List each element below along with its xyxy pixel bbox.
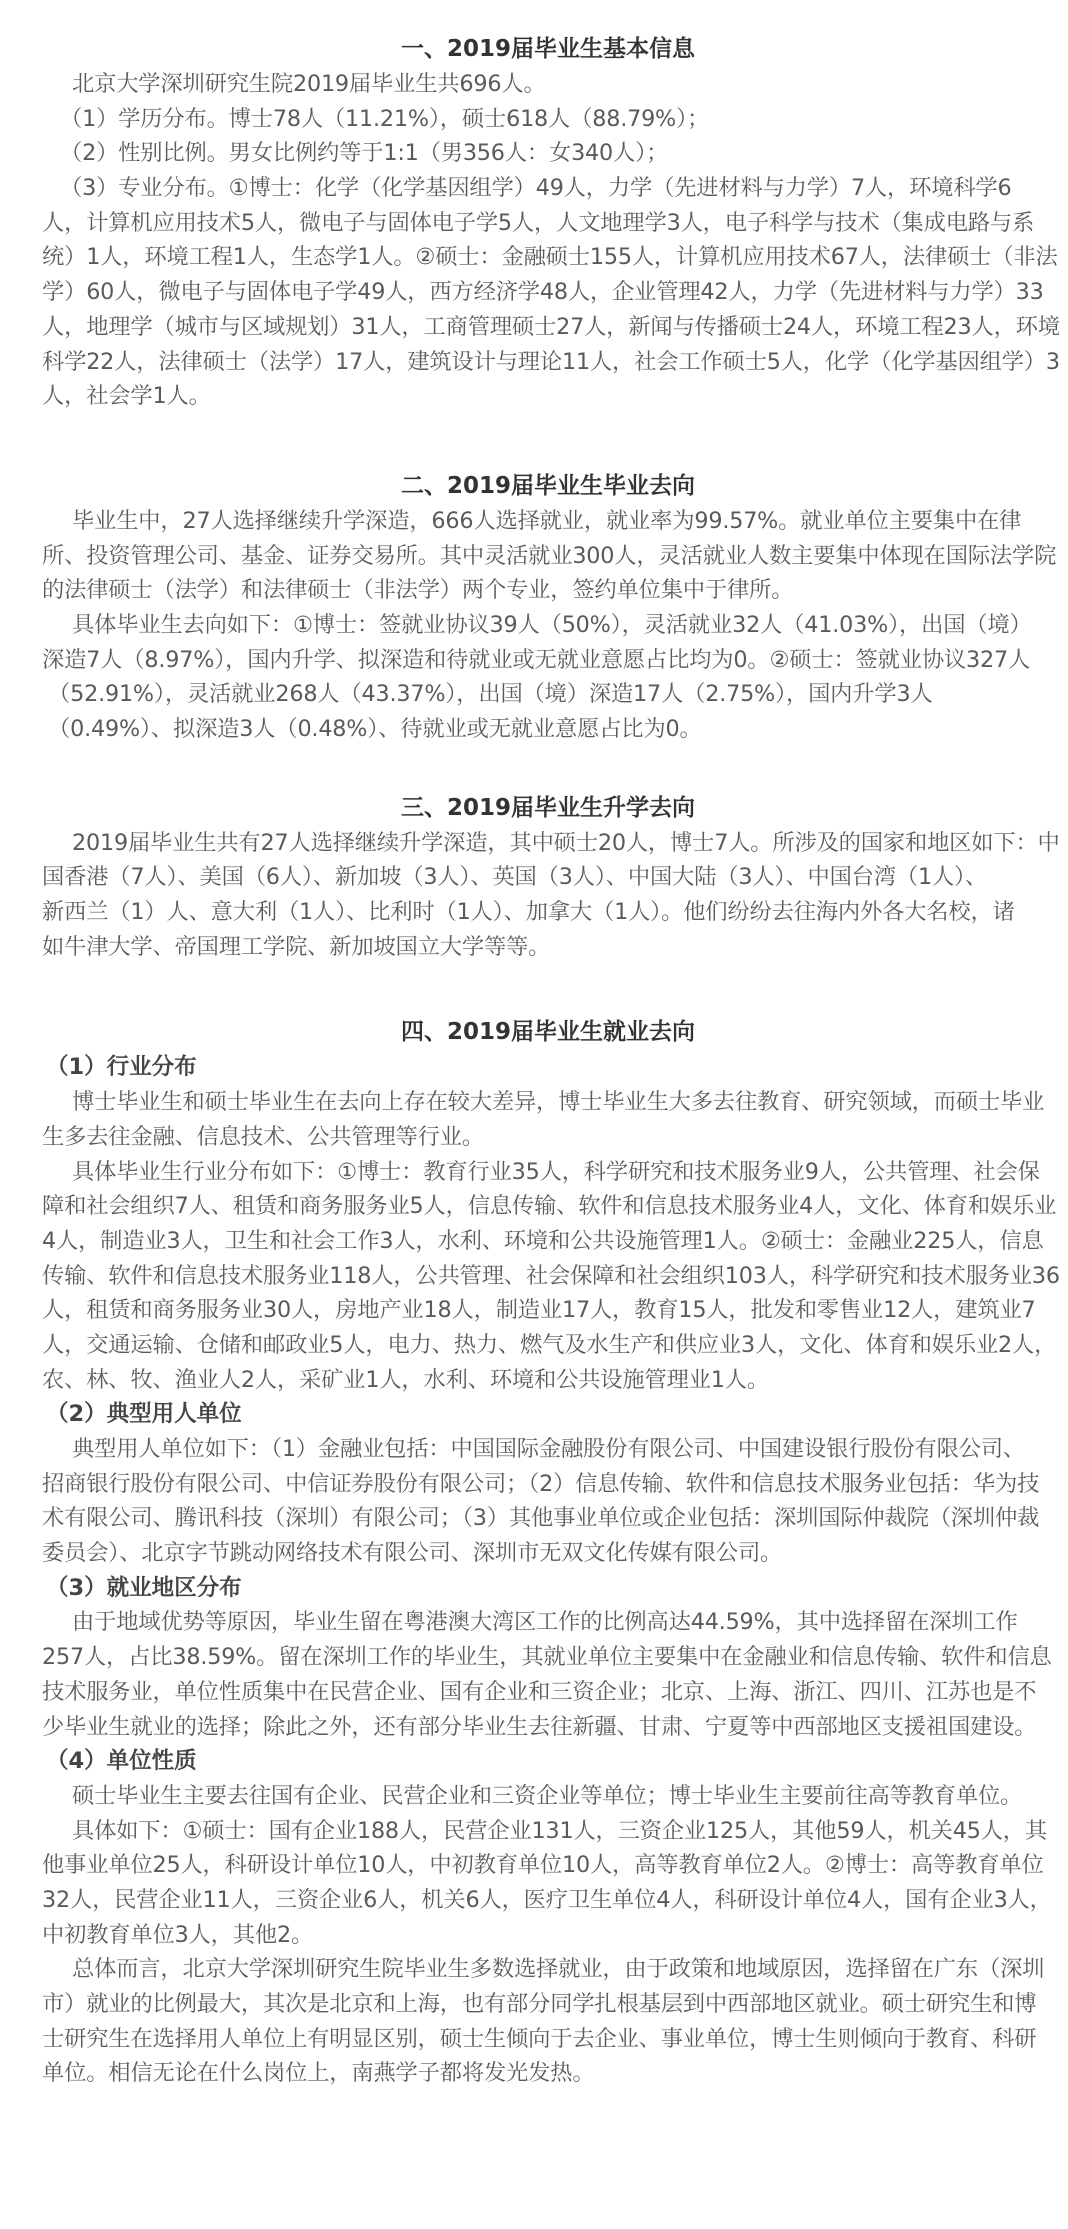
paragraph-line: （52.91%），灵活就业268人（43.37%），出国（境）深造17人（2.75%），国内升学3人	[48, 681, 933, 708]
paragraph-line: 市）就业的比例最大，其次是北京和上海，也有部分同学扎根基层到中西部地区就业。硕士研究生和博	[42, 1991, 1037, 2017]
paragraph-line: 人，社会学1人。	[42, 383, 211, 410]
paragraph-line: 士研究生在选择用人单位上有明显区别，硕士生倾向于去企业、事业单位，博士生则倾向于教育、科研	[42, 2025, 1037, 2052]
paragraph	[42, 608, 1054, 747]
paragraph-line: 招商银行股份有限公司、中信证券股份有限公司；（2）信息传输、软件和信息技术服务业包括：华为技	[42, 1470, 1040, 1497]
section	[42, 791, 1060, 965]
paragraph-line: 毕业生中，27人选择继续升学深造，666人选择就业，就业率为99.57%。就业单位主要集中在律	[72, 507, 1022, 534]
paragraph-line: 科学22人，法律硕士（法学）17人，建筑设计与理论11人，社会工作硕士5人，化学（化学基因组学）3	[42, 348, 1060, 375]
paragraph	[42, 1605, 1054, 1744]
paragraph	[42, 1952, 1054, 2091]
paragraph-line: 由于地域优势等原因，毕业生留在粤港澳大湾区工作的比例高达44.59%，其中选择留在深圳工作	[72, 1609, 1018, 1636]
section-title: 二、2019届毕业生毕业去向	[400, 472, 695, 499]
paragraph-line: 农、林、牧、渔业人2人，采矿业1人，水利、环境和公共设施管理业1人。	[42, 1366, 769, 1393]
paragraph-line: 深造7人（8.97%），国内升学、拟深造和待就业或无就业意愿占比均为0。②硕士：签就业协议327人	[42, 646, 1031, 673]
section	[42, 32, 1060, 414]
paragraph	[42, 136, 1054, 171]
section-title: 四、2019届毕业生就业去向	[400, 1019, 695, 1046]
paragraph	[42, 1779, 1054, 1814]
paragraph-line: 术有限公司、腾讯科技（深圳）有限公司；（3）其他事业单位或企业包括：深圳国际仲裁院（深圳仲裁	[42, 1505, 1040, 1532]
paragraph-line: 新西兰（1）人、意大利（1人）、比利时（1人）、加拿大（1人）。他们纷纷去往海内外各大名校，诸	[42, 899, 1015, 926]
paragraph-line: （0.49%）、拟深造3人（0.48%）、待就业或无就业意愿占比为0。	[48, 716, 702, 742]
paragraph-line: 生多去往金融、信息技术、公共管理等行业。	[42, 1123, 484, 1150]
paragraph-line: 典型用人单位如下：（1）金融业包括：中国国际金融股份有限公司、中国建设银行股份有限公司、	[72, 1436, 1026, 1462]
document-body	[42, 32, 1060, 2091]
subsection-heading: （1）行业分布	[46, 1054, 197, 1081]
section-title: 一、2019届毕业生基本信息	[400, 36, 695, 62]
paragraph-line: 硕士毕业生主要去往国有企业、民营企业和三资企业等单位；博士毕业生主要前往高等教育单位。	[72, 1782, 1023, 1809]
paragraph-line: 统）1人，环境工程1人，生态学1人。②硕士：金融硕士155人，计算机应用技术67人，法律硕士（非法	[42, 244, 1058, 271]
paragraph-line: 学）60人，微电子与固体电子学49人，西方经济学48人，企业管理42人，力学（先进材料与力学）33	[42, 279, 1044, 306]
paragraph	[42, 171, 1060, 414]
paragraph-line: 委员会）、北京字节跳动网络技术有限公司、深圳市无双文化传媒有限公司。	[42, 1540, 783, 1567]
paragraph-line: 如牛津大学、帝国理工学院、新加坡国立大学等等。	[42, 933, 551, 960]
paragraph	[42, 1085, 1054, 1154]
paragraph-line: 国香港（7人）、美国（6人）、新加坡（3人）、英国（3人）、中国大陆（3人）、中国台湾（1人）、	[42, 864, 988, 891]
paragraph-line: 人，计算机应用技术5人，微电子与固体电子学5人，人文地理学3人，电子科学与技术（集成电路与系	[42, 209, 1035, 236]
section	[42, 1015, 1060, 2091]
paragraph-line: 人，租赁和商务服务业30人，房地产业18人，制造业17人，教育15人，批发和零售业12人，建筑业7	[42, 1297, 1036, 1324]
paragraph-line: （1）学历分布。博士78人（11.21%），硕士618人（88.79%）；	[60, 105, 710, 132]
paragraph-line: 单位。相信无论在什么岗位上，南燕学子都将发光发热。	[42, 2060, 595, 2087]
paragraph	[42, 504, 1057, 608]
paragraph-line: 的法律硕士（法学）和法律硕士（非法学）两个专业，签约单位集中于律所。	[42, 577, 794, 604]
subsection-heading: （4）单位性质	[46, 1748, 197, 1775]
paragraph	[42, 102, 1054, 137]
paragraph-line: 他事业单位25人，科研设计单位10人，中初教育单位10人，高等教育单位2人。②博士：高等教育单位	[42, 1852, 1044, 1879]
paragraph-line: 北京大学深圳研究生院2019届毕业生共696人。	[72, 71, 546, 97]
paragraph-line: 技术服务业，单位性质集中在民营企业、国有企业和三资企业；北京、上海、浙江、四川、江苏也是不	[42, 1678, 1037, 1705]
paragraph-line: （2）性别比例。男女比例约等于1:1（男356人：女340人）；	[60, 140, 669, 167]
paragraph-line: 博士毕业生和硕士毕业生在去向上存在较大差异，博士毕业生大多去往教育、研究领域，而硕士毕业	[72, 1089, 1045, 1116]
section-title: 三、2019届毕业生升学去向	[400, 794, 695, 821]
paragraph	[42, 826, 1060, 965]
paragraph-line: 中初教育单位3人，其他2。	[42, 1921, 314, 1948]
paragraph-line: 具体如下：①硕士：国有企业188人，民营企业131人，三资企业125人，其他59人，机关45人，其	[72, 1817, 1047, 1844]
paragraph-line: 4人，制造业3人，卫生和社会工作3人，水利、环境和公共设施管理1人。②硕士：金融业225人，信息	[42, 1227, 1044, 1254]
paragraph-line: 传输、软件和信息技术服务业118人，公共管理、社会保障和社会组织103人，科学研究和技术服务业36	[42, 1262, 1060, 1289]
paragraph-line: 具体毕业生去向如下：①博士：签就业协议39人（50%），灵活就业32人（41.03%），出国（境）	[72, 611, 1032, 638]
paragraph-line: 少毕业生就业的选择；除此之外，还有部分毕业生去往新疆、甘肃、宁夏等中西部地区支援祖国建设。	[42, 1713, 1037, 1740]
subsection-heading: （3）就业地区分布	[46, 1574, 242, 1601]
paragraph	[42, 1155, 1060, 1398]
paragraph	[42, 67, 1054, 102]
paragraph-line: 具体毕业生行业分布如下：①博士：教育行业35人，科学研究和技术服务业9人，公共管理、社会保	[72, 1158, 1040, 1185]
paragraph-line: 32人，民营企业11人，三资企业6人，机关6人，医疗卫生单位4人，科研设计单位4人，国有企业3人，	[42, 1886, 1052, 1913]
paragraph	[42, 1432, 1054, 1571]
subsection-heading: （2）典型用人单位	[46, 1401, 242, 1428]
paragraph-line: 总体而言，北京大学深圳研究生院毕业生多数选择就业，由于政策和地域原因，选择留在广东（深圳	[72, 1956, 1045, 1983]
paragraph-line: 2019届毕业生共有27人选择继续升学深造，其中硕士20人，博士7人。所涉及的国家和地区如下：中	[72, 829, 1060, 856]
paragraph-line: 障和社会组织7人、租赁和商务服务业5人，信息传输、软件和信息技术服务业4人，文化、体育和娱乐业	[42, 1193, 1057, 1220]
paragraph-line: 人，地理学（城市与区域规划）31人，工商管理硕士27人，新闻与传播硕士24人，环境工程23人，环境	[42, 313, 1060, 340]
paragraph-line: 所、投资管理公司、基金、证券交易所。其中灵活就业300人，灵活就业人数主要集中体现在国际法学院	[42, 542, 1057, 569]
paragraph-line: （3）专业分布。①博士：化学（化学基因组学）49人，力学（先进材料与力学）7人，环境科学6	[60, 175, 1012, 202]
section	[42, 469, 1057, 747]
paragraph	[42, 1814, 1054, 1953]
paragraph-line: 257人，占比38.59%。留在深圳工作的毕业生，其就业单位主要集中在金融业和信息传输、软件和信息	[42, 1644, 1052, 1671]
paragraph-line: 人，交通运输、仓储和邮政业5人，电力、热力、燃气及水生产和供应业3人，文化、体育和娱乐业2人，	[42, 1331, 1057, 1358]
